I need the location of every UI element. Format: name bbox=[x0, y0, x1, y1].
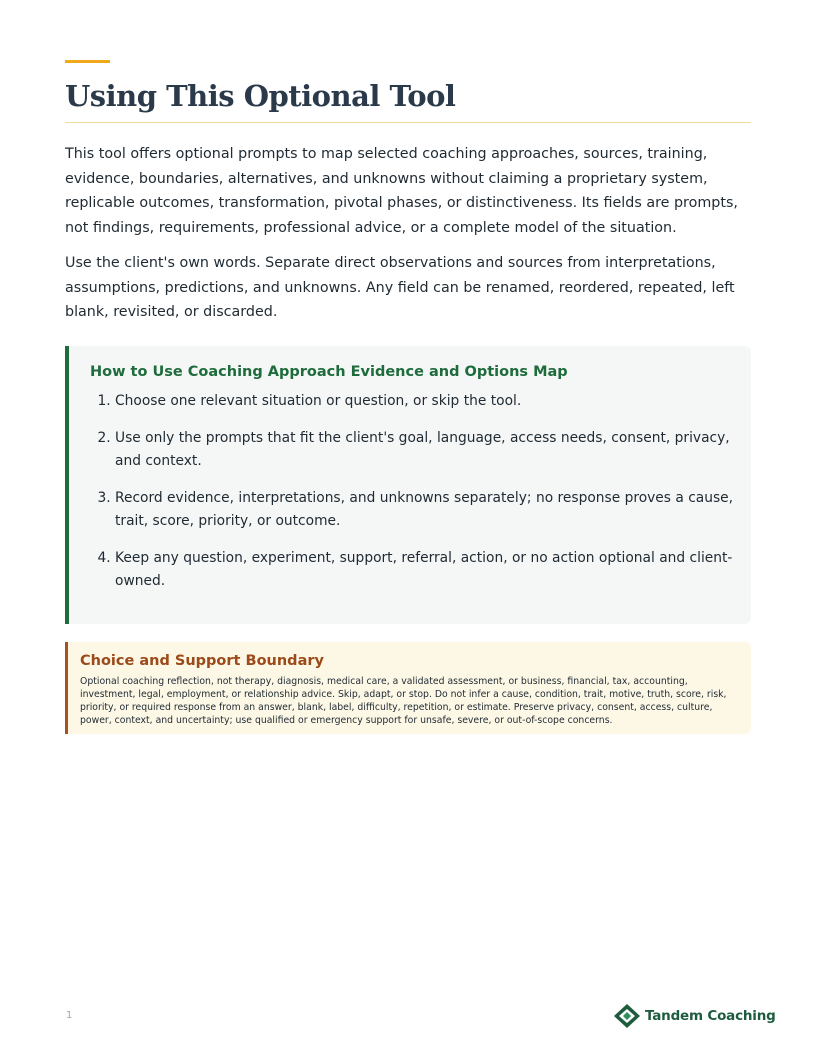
brand-name: Tandem Coaching bbox=[645, 1008, 776, 1024]
diamond-logo-icon bbox=[613, 1003, 641, 1029]
how-to-use-title: How to Use Coaching Approach Evidence and Options Map bbox=[90, 364, 568, 380]
intro-section bbox=[65, 142, 755, 336]
page-title: Using This Optional Tool bbox=[65, 79, 456, 113]
title-divider bbox=[65, 122, 751, 123]
how-to-use-panel bbox=[65, 346, 751, 624]
intro-paragraph: This tool offers optional prompts to map selected coaching approaches, sources, training, evidence, boundaries, alternatives, and unknowns without claiming a proprietary system, replicable outcomes, transformation, pivotal phases, or distinctiveness. Its fields are prompts, not findings, requirements, professional advice, or a complete model of the situation. bbox=[65, 146, 738, 236]
step-item: 2. Use only the prompts that fit the client's goal, language, access needs, consent, privacy, and context. bbox=[115, 427, 735, 473]
page-number: 1 bbox=[66, 1010, 73, 1021]
choice-support-boundary-panel bbox=[65, 642, 751, 734]
how-to-use-steps bbox=[111, 390, 735, 607]
step-item: 3. Record evidence, interpretations, and unknowns separately; no response proves a cause, trait, score, priority, or outcome. bbox=[115, 487, 735, 533]
intro-paragraph: Use the client's own words. Separate direct observations and sources from interpretations, assumptions, predictions, and unknowns. Any field can be renamed, reordered, repeated, left blank, revisited, or discarded. bbox=[65, 255, 735, 320]
title-accent-bar bbox=[65, 60, 110, 63]
footer-brand bbox=[613, 1003, 776, 1029]
step-item: 1. Choose one relevant situation or question, or skip the tool. bbox=[115, 390, 735, 413]
boundary-title: Choice and Support Boundary bbox=[80, 653, 324, 669]
step-item: 4. Keep any question, experiment, support, referral, action, or no action optional and client-owned. bbox=[115, 547, 735, 593]
boundary-text: Optional coaching reflection, not therapy, diagnosis, medical care, a validated assessment, or business, financial, tax, accounting, investment, legal, employment, or relationship advice. Skip, adapt, or stop. Do not infer a cause, condition, trait, motive, truth, score, risk, priority, or required response from an answer, blank, label, difficulty, repetition, or estimate. Preserve privacy, consent, access, culture, power, context, and uncertainty; use qualified or emergency support for unsafe, severe, or out-of-scope concerns. bbox=[80, 676, 727, 726]
